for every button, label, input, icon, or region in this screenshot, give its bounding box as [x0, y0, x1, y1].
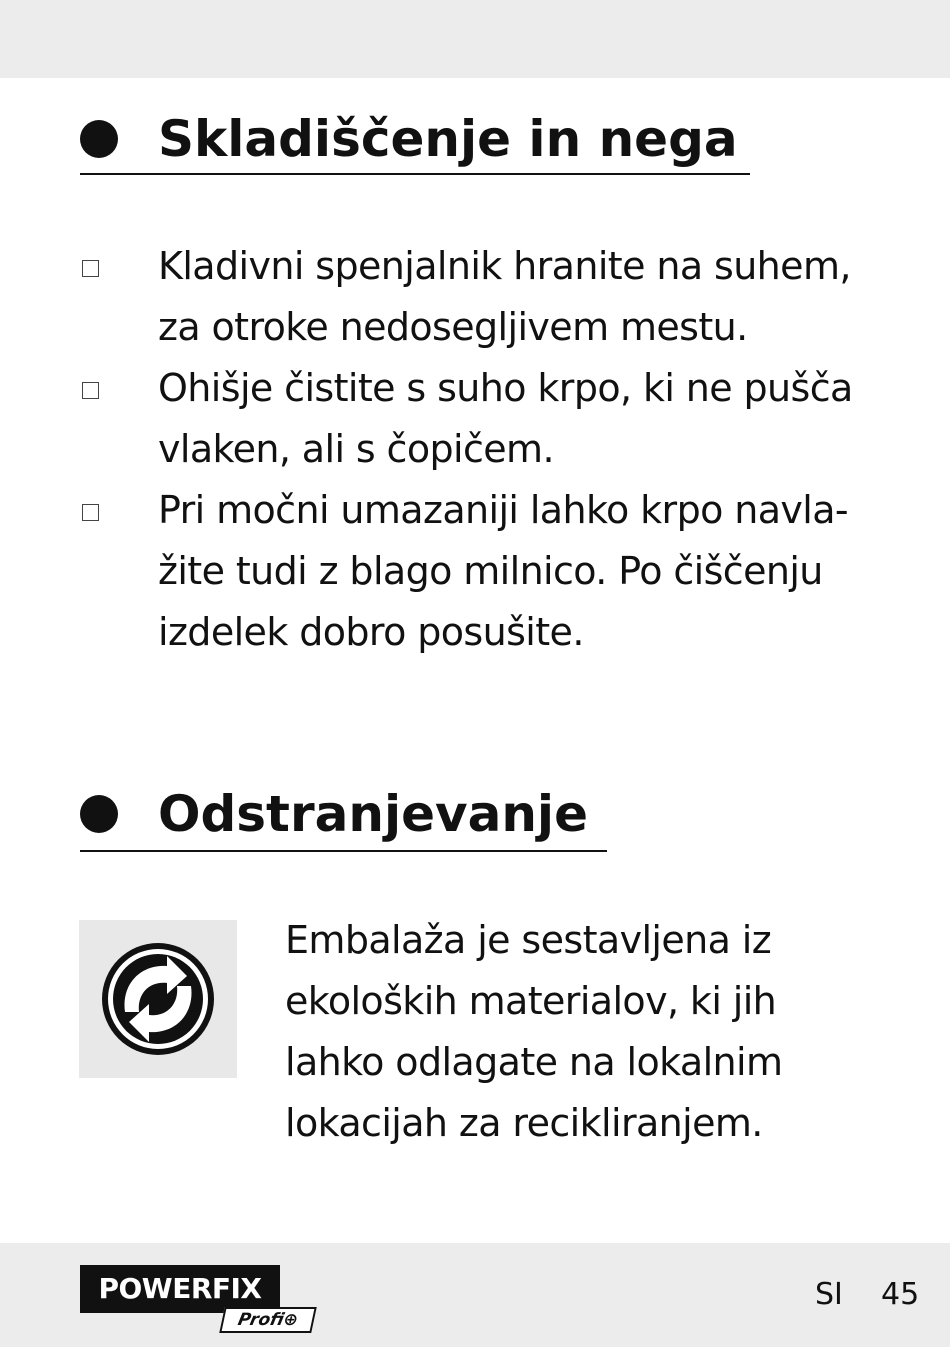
recycle-symbol-tile: [79, 920, 237, 1078]
heading-underline: [80, 850, 607, 852]
list-item-text: Kladivni spenjalnik hranite na suhem, za otroke nedosegljivem mestu.: [158, 244, 851, 349]
bullet-dot-icon: [80, 795, 118, 833]
checkbox-icon: [82, 504, 99, 521]
powerfix-logo: [80, 1265, 320, 1335]
list-item-text: Ohišje čistite s suho krpo, ki ne pušča vlaken, ali s čopičem.: [158, 366, 853, 471]
page-number: 45: [881, 1277, 920, 1312]
checkbox-icon: [82, 260, 99, 277]
recycle-icon: [79, 920, 237, 1078]
list-item: [80, 480, 880, 663]
section-heading-storage: Skladiščenje in nega: [158, 110, 738, 168]
language-code: SI: [815, 1277, 843, 1312]
bullet-dot-icon: [80, 120, 118, 158]
disposal-paragraph: Embalaža je sestavljena iz ekoloških materialov, ki jih lahko odlagate na lokalnim lokacijah za recikliranjem.: [285, 918, 783, 1145]
checkbox-icon: [82, 382, 99, 399]
list-item: [80, 236, 880, 358]
logo-main-text: POWERFIX: [80, 1265, 280, 1313]
list-item: [80, 358, 880, 480]
section-heading-disposal: Odstranjevanje: [158, 785, 588, 843]
section-bullet-storage: [80, 108, 118, 170]
logo-sub-text: Profi⊕: [219, 1307, 317, 1333]
list-item-text: Pri močni umazaniji lahko krpo navla- žite tudi z blago milnico. Po čiščenju izdelek dobro posušite.: [158, 488, 849, 654]
heading-underline: [80, 173, 750, 175]
section-bullet-disposal: [80, 783, 118, 845]
header-band: [0, 0, 950, 78]
